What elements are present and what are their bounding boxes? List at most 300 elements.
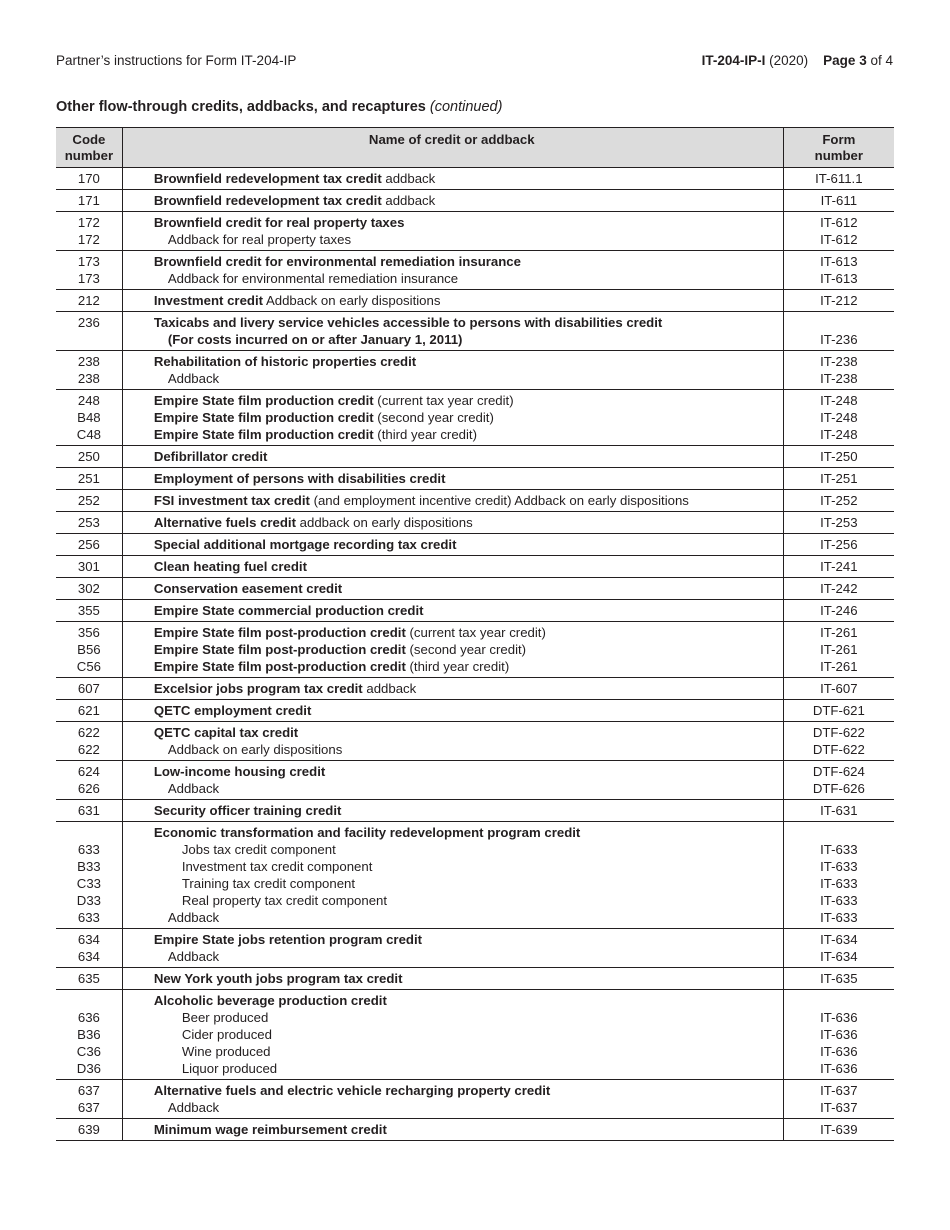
credit-name-text: Training tax credit component [181, 876, 356, 891]
credit-name-text: Jobs tax credit component [181, 842, 336, 857]
form-number: DTF-626 [812, 781, 865, 796]
credit-name [154, 314, 783, 331]
name-cell [122, 312, 783, 351]
credit-name [154, 536, 783, 553]
credit-name [154, 370, 783, 387]
code-number: 250 [77, 449, 100, 464]
form-number: IT-636 [820, 1044, 858, 1059]
table-row [56, 468, 894, 490]
code-number: 633 [77, 910, 100, 925]
form-cell [783, 929, 894, 968]
credit-name-bold: Empire State film post-production credit [153, 625, 406, 640]
code-cell [56, 990, 122, 1080]
credit-name-bold: Alternative fuels and electric vehicle recharging property credit [153, 1083, 551, 1098]
form-cell [783, 212, 894, 251]
code-number: 170 [77, 171, 100, 186]
credit-name [154, 763, 783, 780]
credit-name [154, 802, 783, 819]
form-number: IT-248 [820, 410, 858, 425]
name-cell [122, 622, 783, 678]
code-number: C36 [76, 1044, 101, 1059]
credit-name [154, 602, 783, 619]
form-number: IT-612 [820, 215, 858, 230]
credit-name-bold: Brownfield credit for real property taxes [153, 215, 405, 230]
form-cell [783, 968, 894, 990]
credit-name-bold: Defibrillator credit [153, 449, 268, 464]
form-number [784, 824, 894, 841]
code-number: D33 [76, 893, 101, 908]
code-cell [56, 168, 122, 190]
credit-name-bold: Empire State film post-production credit [153, 659, 406, 674]
credit-name-bold: Empire State film post-production credit [153, 642, 406, 657]
credit-name [154, 292, 783, 309]
table-row [56, 290, 894, 312]
form-number: IT-633 [820, 910, 858, 925]
code-number: 624 [77, 764, 100, 779]
name-cell [122, 1080, 783, 1119]
credit-name-text: (second year credit) [373, 410, 494, 425]
code-number: 639 [77, 1122, 100, 1137]
name-cell [122, 168, 783, 190]
credit-name-bold: Empire State film production credit [153, 393, 374, 408]
name-cell [122, 990, 783, 1080]
credit-name-text: Addback for real property taxes [167, 232, 352, 247]
code-cell [56, 212, 122, 251]
form-cell [783, 761, 894, 800]
credit-name-bold: Taxicabs and livery service vehicles accessible to persons with disabilities credit [153, 315, 663, 330]
form-number: IT-633 [820, 893, 858, 908]
table-row [56, 578, 894, 600]
table-row [56, 722, 894, 761]
table-row [56, 251, 894, 290]
code-number: 252 [77, 493, 100, 508]
code-cell [56, 190, 122, 212]
credit-name-bold: New York youth jobs program tax credit [153, 971, 403, 986]
code-number: 251 [77, 471, 100, 486]
credit-name-bold: Low-income housing credit [153, 764, 326, 779]
credit-name [154, 1026, 783, 1043]
name-cell [122, 929, 783, 968]
section-title-continued: (continued) [429, 99, 503, 115]
code-number: B33 [77, 859, 101, 874]
credit-name-bold: QETC employment credit [153, 703, 312, 718]
table-row [56, 490, 894, 512]
form-number: IT-248 [820, 393, 858, 408]
credit-name-bold: Investment credit [153, 293, 264, 308]
code-cell [56, 468, 122, 490]
code-number: C48 [76, 427, 101, 442]
code-cell [56, 556, 122, 578]
credit-name-bold: Special additional mortgage recording tax credit [153, 537, 457, 552]
code-cell [56, 722, 122, 761]
table-row [56, 622, 894, 678]
name-cell [122, 556, 783, 578]
credit-name-text: addback on early dispositions [296, 515, 473, 530]
section-title-text: Other flow-through credits, addbacks, and recaptures [56, 99, 426, 115]
credit-name [154, 624, 783, 641]
form-cell [783, 990, 894, 1080]
code-cell [56, 929, 122, 968]
name-cell [122, 390, 783, 446]
form-cell [783, 578, 894, 600]
credit-name-bold: (For costs incurred on or after January 1, 2011) [167, 332, 463, 347]
code-number: 238 [77, 354, 100, 369]
credit-name-text: (third year credit) [405, 659, 510, 674]
code-number: 248 [77, 393, 100, 408]
form-cell [783, 290, 894, 312]
page-header-right [702, 53, 893, 68]
code-cell [56, 968, 122, 990]
credit-name-text: Addback [167, 371, 220, 386]
credit-name [154, 970, 783, 987]
credit-name [154, 992, 783, 1009]
table-header-row [56, 128, 894, 168]
name-cell [122, 468, 783, 490]
form-cell [783, 490, 894, 512]
form-number: IT-636 [820, 1027, 858, 1042]
code-header-line1: Code [72, 132, 106, 147]
credit-name-bold: Excelsior jobs program tax credit [153, 681, 363, 696]
credit-name [154, 558, 783, 575]
code-number: 634 [77, 932, 100, 947]
code-number [56, 331, 122, 348]
form-cell [783, 468, 894, 490]
code-number [56, 992, 122, 1009]
form-cell [783, 312, 894, 351]
credit-name [154, 1009, 783, 1026]
credit-name [154, 231, 783, 248]
code-number: 355 [77, 603, 100, 618]
credit-name [154, 409, 783, 426]
form-cell [783, 556, 894, 578]
credit-name-bold: FSI investment tax credit [153, 493, 310, 508]
form-number: IT-261 [820, 659, 858, 674]
credit-name [154, 492, 783, 509]
form-number: IT-251 [820, 471, 858, 486]
credit-name-text: Addback [167, 949, 220, 964]
form-cell [783, 622, 894, 678]
credit-name-text: Addback on early dispositions [167, 742, 343, 757]
code-number: 256 [77, 537, 100, 552]
credit-name-bold: Empire State film production credit [153, 410, 374, 425]
credit-name [154, 658, 783, 675]
form-cell [783, 446, 894, 468]
credit-name-text: Beer produced [181, 1010, 269, 1025]
form-cell [783, 251, 894, 290]
form-cell [783, 800, 894, 822]
code-number: 634 [77, 949, 100, 964]
credit-name [154, 1099, 783, 1116]
credit-name-text: addback [362, 681, 417, 696]
credit-name [154, 858, 783, 875]
credit-name [154, 214, 783, 231]
code-cell [56, 1119, 122, 1141]
form-cell [783, 534, 894, 556]
code-number: 622 [77, 742, 100, 757]
form-number: IT-607 [820, 681, 858, 696]
code-number: C33 [76, 876, 101, 891]
form-number: IT-634 [820, 949, 858, 964]
credit-name-bold: Economic transformation and facility redevelopment program credit [153, 825, 581, 840]
form-cell [783, 678, 894, 700]
name-cell [122, 534, 783, 556]
credit-name [154, 948, 783, 965]
table-row [56, 312, 894, 351]
credit-name-text: Investment tax credit component [181, 859, 373, 874]
credit-name-bold: Clean heating fuel credit [153, 559, 307, 574]
form-number: IT-256 [820, 537, 858, 552]
form-number: DTF-624 [812, 764, 865, 779]
credit-name-text: Addback [167, 1100, 220, 1115]
table-row [56, 968, 894, 990]
form-cell [783, 1080, 894, 1119]
code-cell [56, 512, 122, 534]
code-number: 622 [77, 725, 100, 740]
form-cell [783, 600, 894, 622]
code-number: 635 [77, 971, 100, 986]
table-row [56, 990, 894, 1080]
name-cell [122, 512, 783, 534]
code-number: 301 [77, 559, 100, 574]
credit-name [154, 448, 783, 465]
name-cell [122, 251, 783, 290]
form-number: IT-248 [820, 427, 858, 442]
credit-name [154, 680, 783, 697]
form-cell [783, 1119, 894, 1141]
code-header-line2: number [64, 148, 114, 163]
name-cell [122, 822, 783, 929]
form-header-line2: number [814, 148, 864, 163]
credit-name-bold: Brownfield redevelopment tax credit [153, 171, 382, 186]
page-label: Page 3 [823, 53, 867, 68]
code-cell [56, 761, 122, 800]
credit-name-text: (and employment incentive credit) Addback on early dispositions [309, 493, 689, 508]
code-cell [56, 800, 122, 822]
credit-name-bold: Alternative fuels credit [153, 515, 296, 530]
code-number: 637 [77, 1100, 100, 1115]
form-number: IT-639 [820, 1122, 858, 1137]
code-number: 621 [77, 703, 100, 718]
code-cell [56, 312, 122, 351]
name-cell [122, 578, 783, 600]
credit-name [154, 426, 783, 443]
table-row [56, 190, 894, 212]
name-cell [122, 1119, 783, 1141]
credit-name-text: Addback [167, 781, 220, 796]
form-number: IT-634 [820, 932, 858, 947]
table-row [56, 678, 894, 700]
credit-name-bold: QETC capital tax credit [153, 725, 299, 740]
credit-name-text: (second year credit) [405, 642, 527, 657]
page-header-left: Partner’s instructions for Form IT-204-IP [56, 53, 297, 68]
table-row [56, 761, 894, 800]
code-number: 236 [77, 315, 100, 330]
credit-name-bold: Minimum wage reimbursement credit [153, 1122, 387, 1137]
form-number: IT-633 [820, 876, 858, 891]
table-row [56, 1080, 894, 1119]
code-number: 173 [77, 254, 100, 269]
form-number: DTF-622 [812, 725, 865, 740]
code-cell [56, 700, 122, 722]
code-cell [56, 678, 122, 700]
form-number: IT-613 [820, 271, 858, 286]
name-cell [122, 968, 783, 990]
table-row [56, 446, 894, 468]
credit-name-bold: Security officer training credit [153, 803, 342, 818]
credit-name [154, 909, 783, 926]
name-cell [122, 212, 783, 251]
credit-name [154, 353, 783, 370]
table-row [56, 351, 894, 390]
name-cell [122, 722, 783, 761]
credit-name [154, 270, 783, 287]
credit-name [154, 331, 783, 348]
table-row [56, 212, 894, 251]
form-number: IT-631 [820, 803, 858, 818]
code-number: B48 [77, 410, 101, 425]
credit-name [154, 170, 783, 187]
credit-name [154, 931, 783, 948]
code-number: B36 [77, 1027, 101, 1042]
form-cell [783, 390, 894, 446]
credit-name-bold: Rehabilitation of historic properties credit [153, 354, 417, 369]
credit-name [154, 641, 783, 658]
credit-name [154, 1082, 783, 1099]
code-cell [56, 446, 122, 468]
page-of: of 4 [870, 53, 893, 68]
credit-name [154, 470, 783, 487]
credit-name [154, 1121, 783, 1138]
credit-name [154, 702, 783, 719]
code-number: 636 [77, 1010, 100, 1025]
table-row [56, 556, 894, 578]
table-body [56, 168, 894, 1141]
form-number: IT-261 [820, 642, 858, 657]
table-row [56, 600, 894, 622]
credit-name [154, 892, 783, 909]
form-number: IT-238 [820, 354, 858, 369]
credit-name [154, 392, 783, 409]
code-number: C56 [76, 659, 101, 674]
form-cell [783, 722, 894, 761]
code-cell [56, 1080, 122, 1119]
form-number: IT-633 [820, 859, 858, 874]
code-number [56, 824, 122, 841]
credit-name-bold: Alcoholic beverage production credit [153, 993, 387, 1008]
code-number: 172 [77, 215, 100, 230]
form-year: (2020) [769, 53, 809, 68]
table-row [56, 168, 894, 190]
credit-name-text: Addback on early dispositions [263, 293, 441, 308]
credit-name-text: Wine produced [181, 1044, 271, 1059]
code-cell [56, 390, 122, 446]
credit-name-bold: Empire State jobs retention program credit [153, 932, 423, 947]
name-cell [122, 600, 783, 622]
form-number: IT-246 [820, 603, 858, 618]
table-row [56, 1119, 894, 1141]
form-number: IT-633 [820, 842, 858, 857]
form-number: IT-637 [820, 1083, 858, 1098]
table-row [56, 534, 894, 556]
code-cell [56, 622, 122, 678]
table-row [56, 390, 894, 446]
code-number: 302 [77, 581, 100, 596]
code-cell [56, 490, 122, 512]
form-number: IT-236 [820, 332, 858, 347]
credit-name-bold: Empire State film production credit [153, 427, 374, 442]
code-number: 171 [77, 193, 100, 208]
credit-name-text: Cider produced [181, 1027, 272, 1042]
form-number: IT-611 [820, 193, 858, 208]
credit-name [154, 1043, 783, 1060]
form-number: IT-612 [820, 232, 858, 247]
code-cell [56, 822, 122, 929]
form-number: IT-212 [820, 293, 858, 308]
credit-name-text: Real property tax credit component [181, 893, 388, 908]
form-number: IT-637 [820, 1100, 858, 1115]
credit-name-bold: Conservation easement credit [153, 581, 343, 596]
table-row [56, 700, 894, 722]
code-cell [56, 351, 122, 390]
form-cell [783, 700, 894, 722]
form-column-header [783, 128, 894, 168]
form-cell [783, 168, 894, 190]
credit-name-text: (current tax year credit) [373, 393, 514, 408]
name-cell [122, 490, 783, 512]
code-number: D36 [76, 1061, 101, 1076]
form-number: IT-613 [820, 254, 858, 269]
form-number: DTF-622 [812, 742, 865, 757]
name-cell [122, 761, 783, 800]
table-row [56, 822, 894, 929]
credit-name [154, 841, 783, 858]
code-number: 172 [77, 232, 100, 247]
table-row [56, 929, 894, 968]
code-cell [56, 251, 122, 290]
form-number [784, 992, 894, 1009]
credit-name [154, 192, 783, 209]
code-number: 637 [77, 1083, 100, 1098]
form-header-line1: Form [822, 132, 856, 147]
name-cell [122, 800, 783, 822]
name-cell [122, 446, 783, 468]
credit-name-bold: Brownfield credit for environmental remediation insurance [153, 254, 521, 269]
credit-name [154, 824, 783, 841]
credit-name-bold: Employment of persons with disabilities credit [153, 471, 446, 486]
form-cell [783, 351, 894, 390]
code-number: 173 [77, 271, 100, 286]
credit-name [154, 780, 783, 797]
form-cell [783, 822, 894, 929]
credit-name [154, 580, 783, 597]
form-number: IT-636 [820, 1010, 858, 1025]
form-number: IT-636 [820, 1061, 858, 1076]
credit-name [154, 875, 783, 892]
credit-name-text: Addback for environmental remediation insurance [167, 271, 459, 286]
code-number: 253 [77, 515, 100, 530]
credit-name [154, 741, 783, 758]
name-cell [122, 351, 783, 390]
form-number: IT-635 [820, 971, 858, 986]
table-row [56, 800, 894, 822]
name-column-header: Name of credit or addback [122, 128, 783, 168]
form-cell [783, 190, 894, 212]
form-number: IT-252 [820, 493, 858, 508]
name-cell [122, 290, 783, 312]
credit-name-text: addback [381, 171, 436, 186]
credit-name-text: addback [381, 193, 436, 208]
form-number: IT-241 [820, 559, 858, 574]
